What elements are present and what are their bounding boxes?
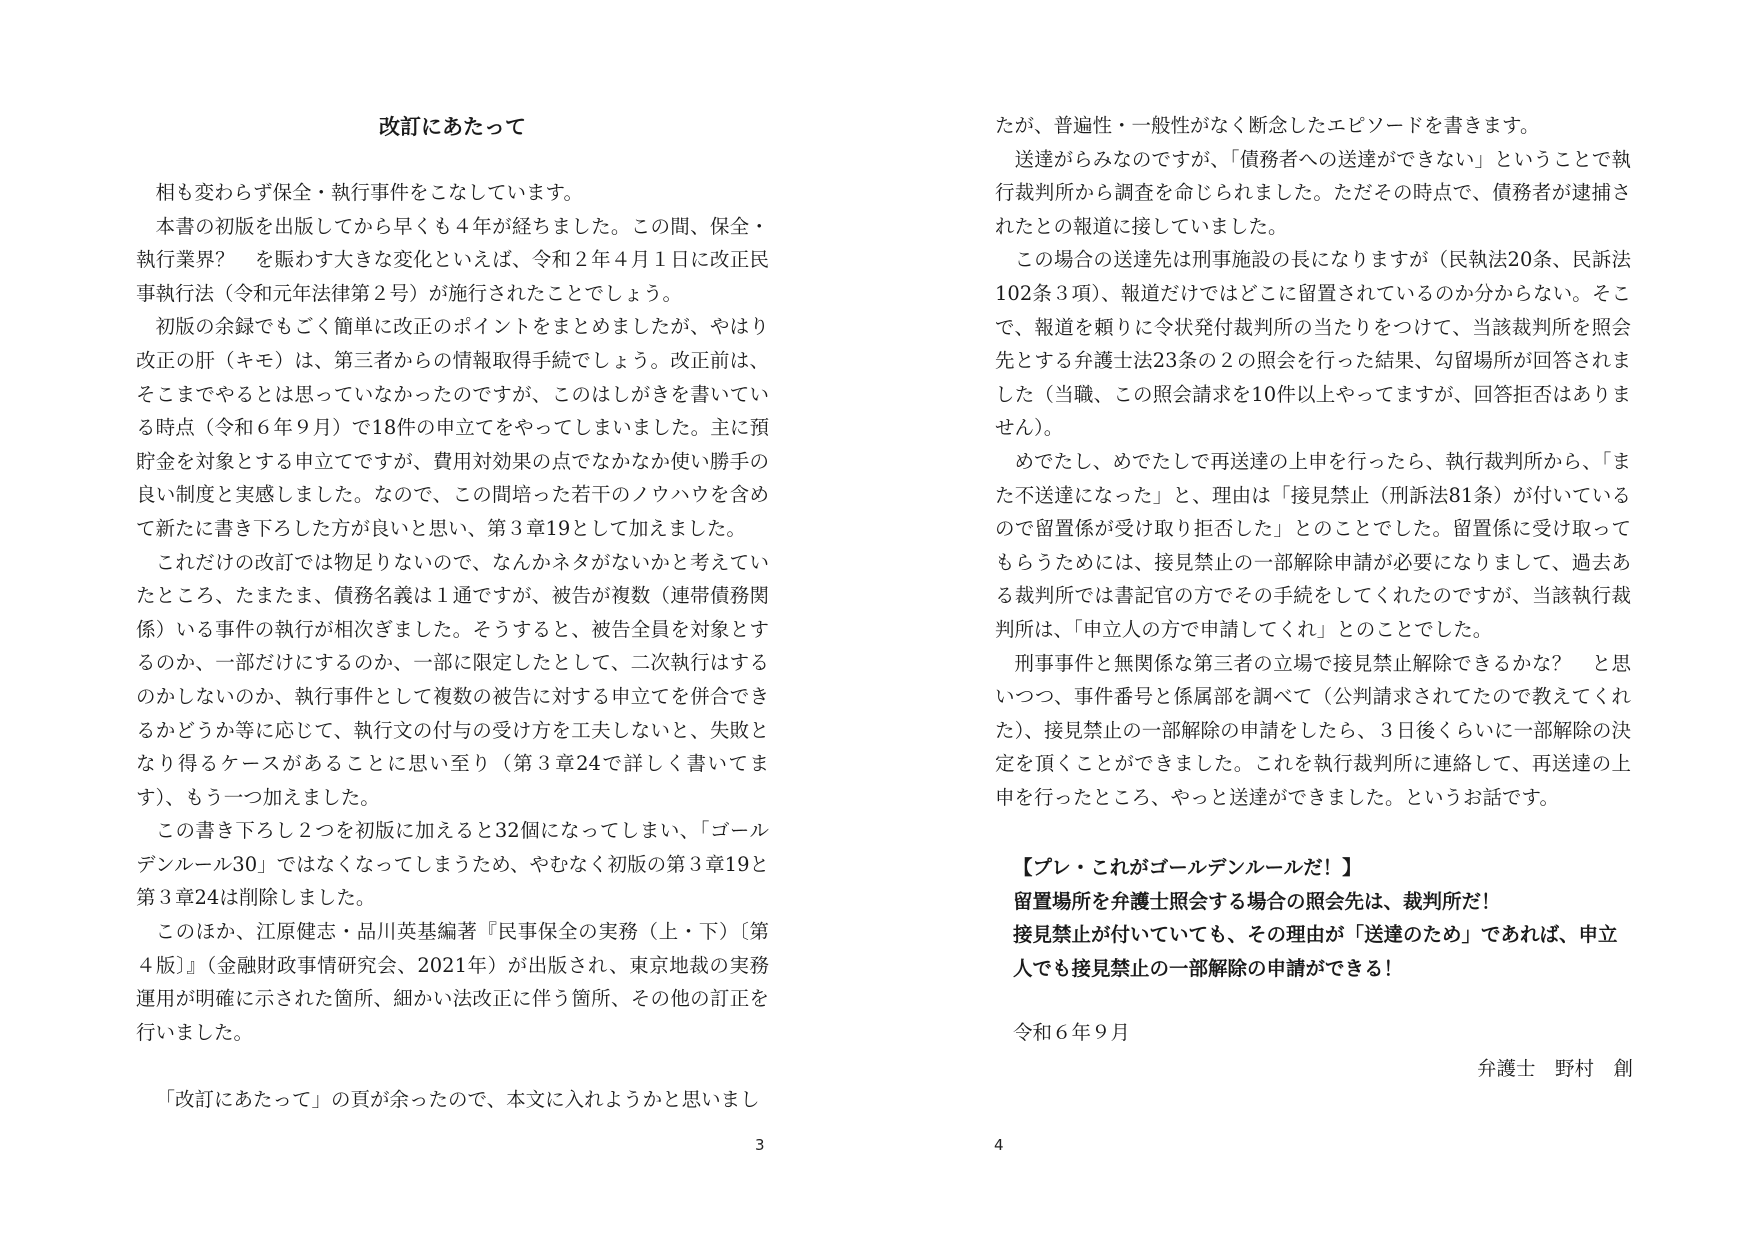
page-number: 4 bbox=[994, 1136, 1004, 1154]
golden-rule-box bbox=[1013, 851, 1623, 985]
signature-date: 令和６年９月 bbox=[1013, 1021, 1131, 1044]
paragraph: めでたし、めでたしで再送達の上申を行ったら、執行裁判所から、「また不送達になった」と、理由は「接見禁止（刑訴法81条）が付いているので留置係が受け取り拒否した」とのことでした。留置係に受け取ってもらうためには、接見禁止の一部解除申請が必要になりまして、過去ある裁判所では書記官の方でその手続をしてくれたのですが、当該執行裁判所は、「申立人の方で申請してくれ」とのことでした。 bbox=[995, 449, 1631, 641]
left-page bbox=[0, 0, 877, 1240]
paragraph: 刑事事件と無関係な第三者の立場で接見禁止解除できるかな？ と思いつつ、事件番号と係属部を調べて（公判請求されてたので教えてくれた）、接見禁止の一部解除の申請をしたら、３日後くらいに一部解除の決定を頂くことができました。これを執行裁判所に連絡して、再送達の上申を行ったところ、やっと送達ができました。というお話です。 bbox=[995, 651, 1631, 809]
page-title: 改訂にあたって bbox=[379, 115, 526, 139]
signature-author: 弁護士 野村 創 bbox=[1476, 1057, 1633, 1080]
left-body-text bbox=[136, 176, 769, 1117]
paragraph-continuation: たが、普遍性・一般性がなく断念したエピソードを書きます。 bbox=[995, 114, 1540, 137]
paragraph: 送達がらみなのですが、「債務者への送達ができない」ということで執行裁判所から調査を命じられました。ただその時点で、債務者が逮捕されたとの報道に接していました。 bbox=[995, 147, 1631, 238]
right-page bbox=[877, 0, 1755, 1240]
paragraph: 「改訂にあたって」の頁が余ったので、本文に入れようかと思いまし bbox=[155, 1088, 760, 1112]
paragraph: このほか、江原健志・品川英基編著『民事保全の実務（上・下）〔第４版〕』（金融財政事情研究会、2021年）が出版され、東京地裁の実務運用が明確に示された箇所、細かい法改正に伴う箇所、その他の訂正を行いました。 bbox=[136, 920, 769, 1044]
page-number: 3 bbox=[755, 1136, 765, 1154]
paragraph: 初版の余録でもごく簡単に改正のポイントをまとめましたが、やはり改正の肝（キモ）は、第三者からの情報取得手続でしょう。改正前は、そこまでやるとは思っていなかったのですが、このはしがきを書いている時点（令和６年９月）で18件の申立てをやってしまいました。主に預貯金を対象とする申立てですが、費用対効果の点でなかなか使い勝手の良い制度と実感しました。なので、この間培った若干のノウハウを含めて新たに書き下ろした方が良いと思い、第３章19として加えました。 bbox=[136, 315, 769, 540]
rule-heading: 【プレ・これがゴールデンルールだ！】 bbox=[1013, 856, 1362, 879]
paragraph: 本書の初版を出版してから早くも４年が経ちました。この間、保全・執行業界？ を賑わす大きな変化といえば、令和２年４月１日に改正民事執行法（令和元年法律第２号）が施行されたことでしょう。 bbox=[136, 214, 769, 305]
paragraph: これだけの改訂では物足りないので、なんかネタがないかと考えていたところ、たまたま、債務名義は１通ですが、被告が複数（連帯債務関係）いる事件の執行が相次ぎました。そうすると、被告全員を対象とするのか、一部だけにするのか、一部に限定したとして、二次執行はするのかしないのか、執行事件として複数の被告に対する申立てを併合できるかどうか等に応じて、執行文の付与の受け方を工夫しないと、失敗となり得るケースがあることに思い至り（第３章24で詳しく書いてます）、もう一つ加えました。 bbox=[136, 550, 769, 809]
paragraph: この場合の送達先は刑事施設の長になりますが（民執法20条、民訴法102条３項）、報道だけではどこに留置されているのか分からない。そこで、報道を頼りに令状発付裁判所の当たりをつけて、当該裁判所を照会先とする弁護士法23条の２の照会を行った結果、勾留場所が回答されました（当職、この照会請求を10件以上やってますが、回答拒否はありません）。 bbox=[995, 248, 1631, 440]
rule-line: 留置場所を弁護士照会する場合の照会先は、裁判所だ！ bbox=[1013, 889, 1501, 913]
rule-line: 接見禁止が付いていても、その理由が「送達のため」であれば、申立人でも接見禁止の一部解除の申請ができる！ bbox=[1013, 923, 1618, 980]
paragraph: 相も変わらず保全・執行事件をこなしています。 bbox=[155, 181, 583, 204]
paragraph: この書き下ろし２つを初版に加えると32個になってしまい、「ゴールデンルール30」ではなくなってしまうため、やむなく初版の第３章19と第３章24は削除しました。 bbox=[136, 819, 769, 910]
right-body-text bbox=[995, 109, 1631, 814]
